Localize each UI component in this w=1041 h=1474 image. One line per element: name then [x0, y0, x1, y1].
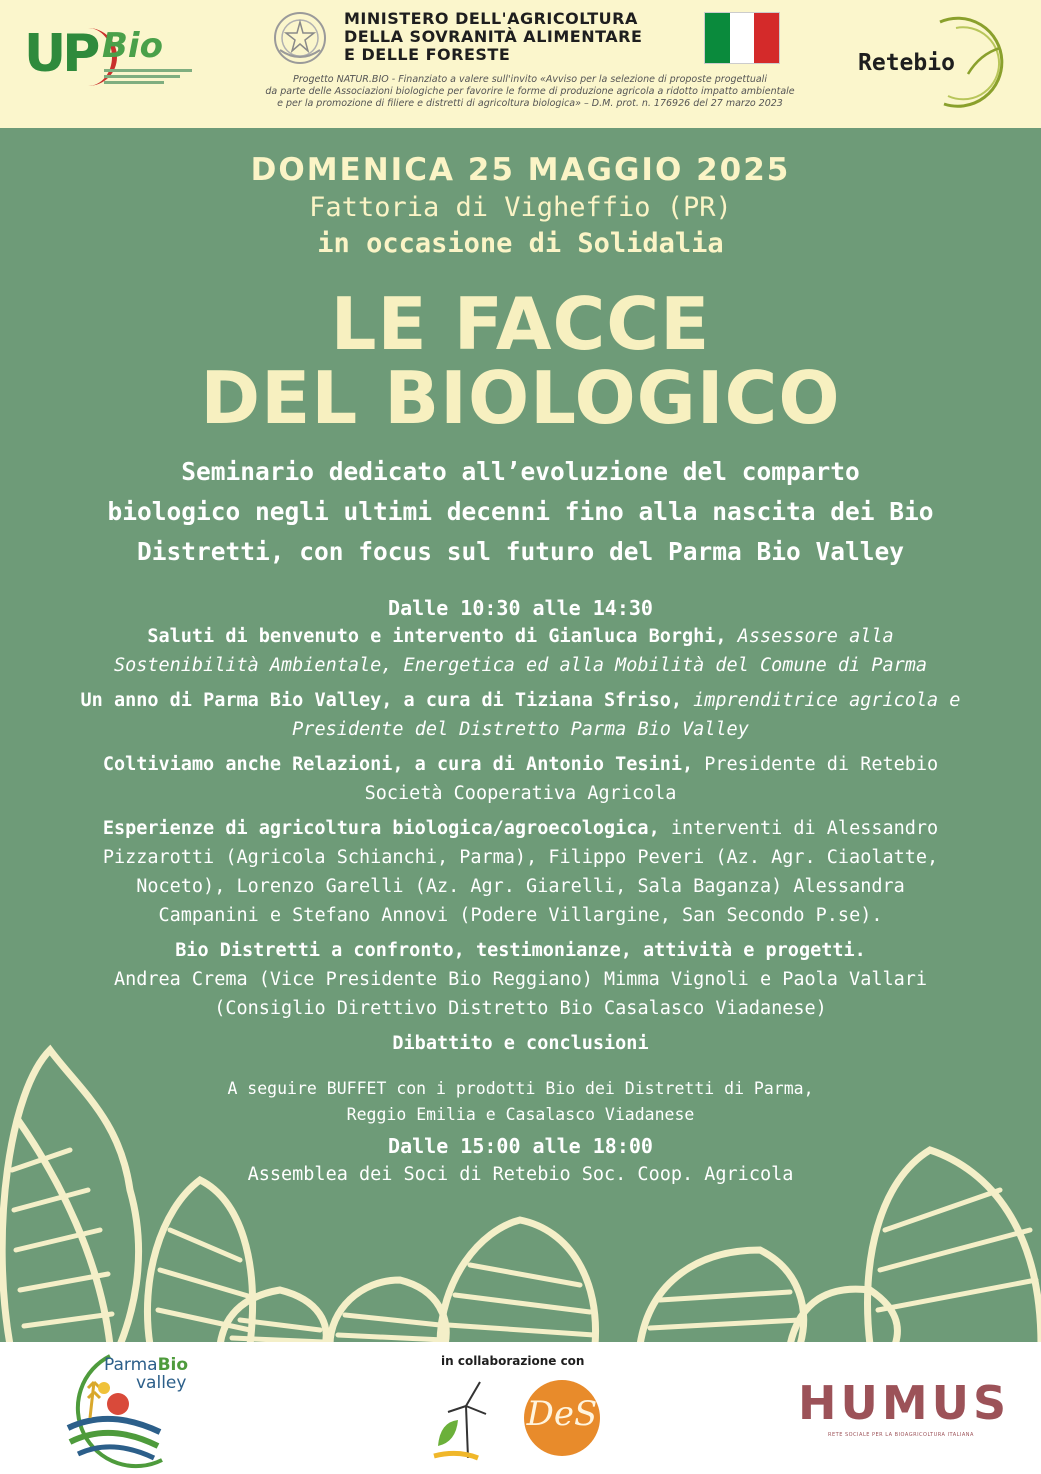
- poster-title-line2: DEL BIOLOGICO: [200, 356, 841, 440]
- italian-republic-emblem-icon: [272, 10, 328, 66]
- program-item-title: Bio Distretti a confronto, testimonianze, attività e progetti.: [175, 940, 866, 961]
- description-line: Distretti, con focus sul futuro del Parma Bio Valley: [136, 537, 904, 566]
- seminar-description: [0, 452, 1041, 572]
- assembly-note: Assemblea dei Soci di Retebio Soc. Coop. Agricola: [247, 1164, 794, 1185]
- parma-word-parma: Parma: [104, 1355, 158, 1375]
- program-closing: Dibattito e conclusioni: [392, 1033, 649, 1054]
- program-item: [0, 936, 1041, 1023]
- project-note-line: da parte delle Associazioni biologiche per favorire le forme di produzione agricola a ridotto impatto ambientale: [265, 86, 795, 97]
- humus-tagline: RETE SOCIALE PER LA BIOAGRICOLTURA ITALIANA: [828, 1432, 974, 1438]
- project-funding-note: [200, 74, 860, 110]
- wind-turbine-sprout-icon: [428, 1376, 488, 1466]
- buffet-note: Reggio Emilia e Casalasco Viadanese: [346, 1105, 695, 1124]
- collaboration-label: in collaborazione con: [441, 1354, 585, 1368]
- program-item-speakers: Noceto), Lorenzo Garelli (Az. Agr. Giarelli, Sala Baganza) Alessandra: [136, 876, 905, 897]
- project-note-line: e per la promozione di filiere e distretti di agricoltura biologica» – D.M. prot. n. 176926 del 27 marzo 2023: [277, 98, 783, 109]
- ministry-name: [344, 10, 642, 64]
- des-word: DeS: [526, 1394, 598, 1434]
- event-place: Fattoria di Vigheffio (PR): [309, 192, 732, 223]
- retebio-logo: [852, 14, 1026, 108]
- program: [0, 594, 1041, 1189]
- italian-flag-icon: [704, 12, 780, 64]
- program-item-title: Un anno di Parma Bio Valley, a cura di Tiziana Sfriso,: [80, 690, 682, 711]
- program-item-role: Sostenibilità Ambientale, Energetica ed alla Mobilità del Comune di Parma: [113, 655, 928, 676]
- program-item-role: Assessore alla: [726, 626, 894, 647]
- program-item-speakers: Andrea Crema (Vice Presidente Bio Reggiano) Mimma Vignoli e Paola Vallari: [113, 969, 928, 990]
- humus-word: HUMUS: [798, 1376, 1011, 1430]
- retebio-word: Retebio: [858, 50, 955, 76]
- des-logo: [524, 1380, 600, 1456]
- program-item: [0, 750, 1041, 808]
- footer-band: [0, 1342, 1041, 1474]
- description-line: Seminario dedicato all’evoluzione del comparto: [181, 457, 860, 486]
- ministry-line: DELLA SOVRANITÀ ALIMENTARE: [344, 27, 643, 46]
- program-item-title: Esperienze di agricoltura biologica/agroecologica,: [102, 818, 660, 839]
- upbio-tagline-icon: [104, 66, 204, 88]
- program-item-speakers: interventi di Alessandro: [659, 818, 939, 839]
- program-item-title: Saluti di benvenuto e intervento di Gianluca Borghi,: [147, 626, 727, 647]
- description-line: biologico negli ultimi decenni fino alla nascita dei Bio: [107, 497, 934, 526]
- parma-bio-valley-logo: [50, 1348, 210, 1470]
- program-time-morning: Dalle 10:30 alle 14:30: [388, 596, 653, 620]
- upbio-logo-bio: Bio: [102, 26, 163, 66]
- program-item: [0, 686, 1041, 744]
- upbio-logo-up: UP: [24, 24, 97, 84]
- program-time-afternoon: Dalle 15:00 alle 18:00: [388, 1134, 653, 1158]
- parma-word-valley: valley: [136, 1373, 187, 1393]
- project-note-line: Progetto NATUR.BIO - Finanziato a valere sull'invito «Avviso per la selezione di proposte progettuali: [293, 74, 767, 85]
- header-band: [0, 0, 1041, 128]
- humus-logo: [798, 1376, 1011, 1438]
- ministry-line: MINISTERO DELL'AGRICOLTURA: [344, 9, 638, 28]
- upbio-logo: [22, 22, 192, 94]
- event-date: DOMENICA 25 MAGGIO 2025: [250, 152, 791, 188]
- event-occasion: in occasione di Solidalia: [317, 228, 724, 259]
- program-item-role: Società Cooperativa Agricola: [364, 783, 677, 804]
- program-item-speakers: Campanini e Stefano Annovi (Podere Villargine, San Secondo P.se).: [158, 905, 883, 926]
- parma-bio-valley-word: [104, 1356, 188, 1392]
- program-item-role: Presidente del Distretto Parma Bio Valley: [292, 719, 749, 740]
- program-item-role: Presidente di Retebio: [693, 754, 939, 775]
- program-item-speakers: (Consiglio Direttivo Distretto Bio Casalasco Viadanese): [214, 998, 827, 1019]
- program-item-role: imprenditrice agricola e: [682, 690, 961, 711]
- program-item: [0, 814, 1041, 930]
- program-item-speakers: Pizzarotti (Agricola Schianchi, Parma), Filippo Peveri (Az. Agr. Ciaolatte,: [102, 847, 939, 868]
- ministry-line: E DELLE FORESTE: [344, 45, 511, 64]
- program-item: [0, 622, 1041, 680]
- program-item-title: Coltiviamo anche Relazioni, a cura di Antonio Tesini,: [102, 754, 694, 775]
- buffet-note: A seguire BUFFET con i prodotti Bio dei Distretti di Parma,: [227, 1079, 814, 1098]
- parma-word-bio: Bio: [157, 1355, 189, 1375]
- poster-title-line1: LE FACCE: [330, 282, 711, 366]
